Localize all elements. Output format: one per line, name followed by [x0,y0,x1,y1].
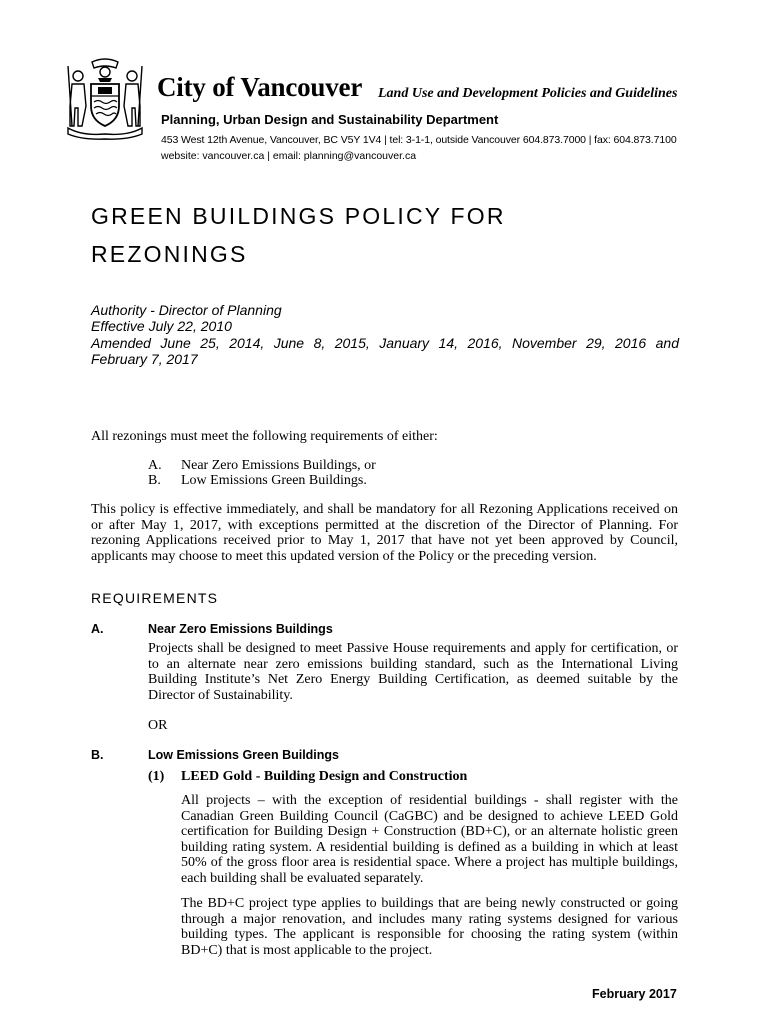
page-title-line-2: REZONINGS [91,241,248,267]
section-b-title: Low Emissions Green Buildings [148,748,340,762]
org-name: City of Vancouver [157,72,363,102]
contact-address: 453 West 12th Avenue, Vancouver, BC V5Y 1V4 | tel: 3-1-1, outside Vancouver 604.873.7000 | fax: 604.873.7100 [161,134,677,146]
requirements-heading: REQUIREMENTS [91,590,219,606]
or-separator: OR [148,718,168,733]
authority-line: Authority - Director of Planning [91,302,282,318]
document-series: Land Use and Development Policies and Guidelines [378,86,678,101]
section-a-body: Projects shall be designed to meet Passive House requirements and apply for certification, or to an alternate near zero emissions building standard, such as the International Living Building Institute’s Net Zero Energy Building Certification, as deemed suitable by the Director of Sustainability. [148,641,678,703]
list-item-label: A. [148,458,162,473]
effective-paragraph: This policy is effective immediately, and shall be mandatory for all Rezoning Applications received on or after May 1, 2017, with exceptions permitted at the discretion of the Director of Planning. For rezoning Applications received prior to May 1, 2017 that have not yet been approved by Council, applicants may choose to meet this updated version of the Policy or the preceding version. [91,502,678,564]
footer-date: February 2017 [592,987,677,1001]
bdc-project-type-paragraph: The BD+C project type applies to buildings that are being newly constructed or going through a major renovation, and includes many rating systems designed for various building types. The applicant is responsible for choosing the rating system (within BD+C) that is most applicable to the project. [181,896,678,958]
amended-dates: Amended June 25, 2014, June 8, 2015, January 14, 2016, November 29, 2016 and [91,335,679,351]
contact-web-email: website: vancouver.ca | email: planning@vancouver.ca [161,150,417,162]
amended-dates-continued: February 7, 2017 [91,351,198,367]
department-name: Planning, Urban Design and Sustainability Department [161,112,499,127]
list-item [148,458,376,474]
page-title-line-1: GREEN BUILDINGS POLICY FOR [91,203,506,229]
leed-gold-paragraph: All projects – with the exception of residential buildings - shall register with the Canadian Green Building Council (CaGBC) and be designed to achieve LEED Gold certification for Building Design + Construction (BD+C), or an alternate holistic green building rating system. A residential building is defined as a building in which at least 50% of the gross floor area is residential space. Where a project has multiple buildings, each building shall be evaluated separately. [181,793,678,886]
subsection-1-number: (1) [148,769,165,784]
list-item-text: Low Emissions Green Buildings. [181,473,367,488]
list-item-label: B. [148,473,161,488]
list-item-text: Near Zero Emissions Buildings, or [181,458,376,473]
subsection-1-title: LEED Gold - Building Design and Construction [181,769,468,784]
section-b-label: B. [91,748,104,762]
effective-date: Effective July 22, 2010 [91,318,232,334]
intro-text: All rezonings must meet the following requirements of either: [91,429,438,444]
coat-of-arms-icon [62,56,148,140]
section-a-title: Near Zero Emissions Buildings [148,622,333,636]
list-item [148,473,367,489]
section-a-label: A. [91,622,104,636]
